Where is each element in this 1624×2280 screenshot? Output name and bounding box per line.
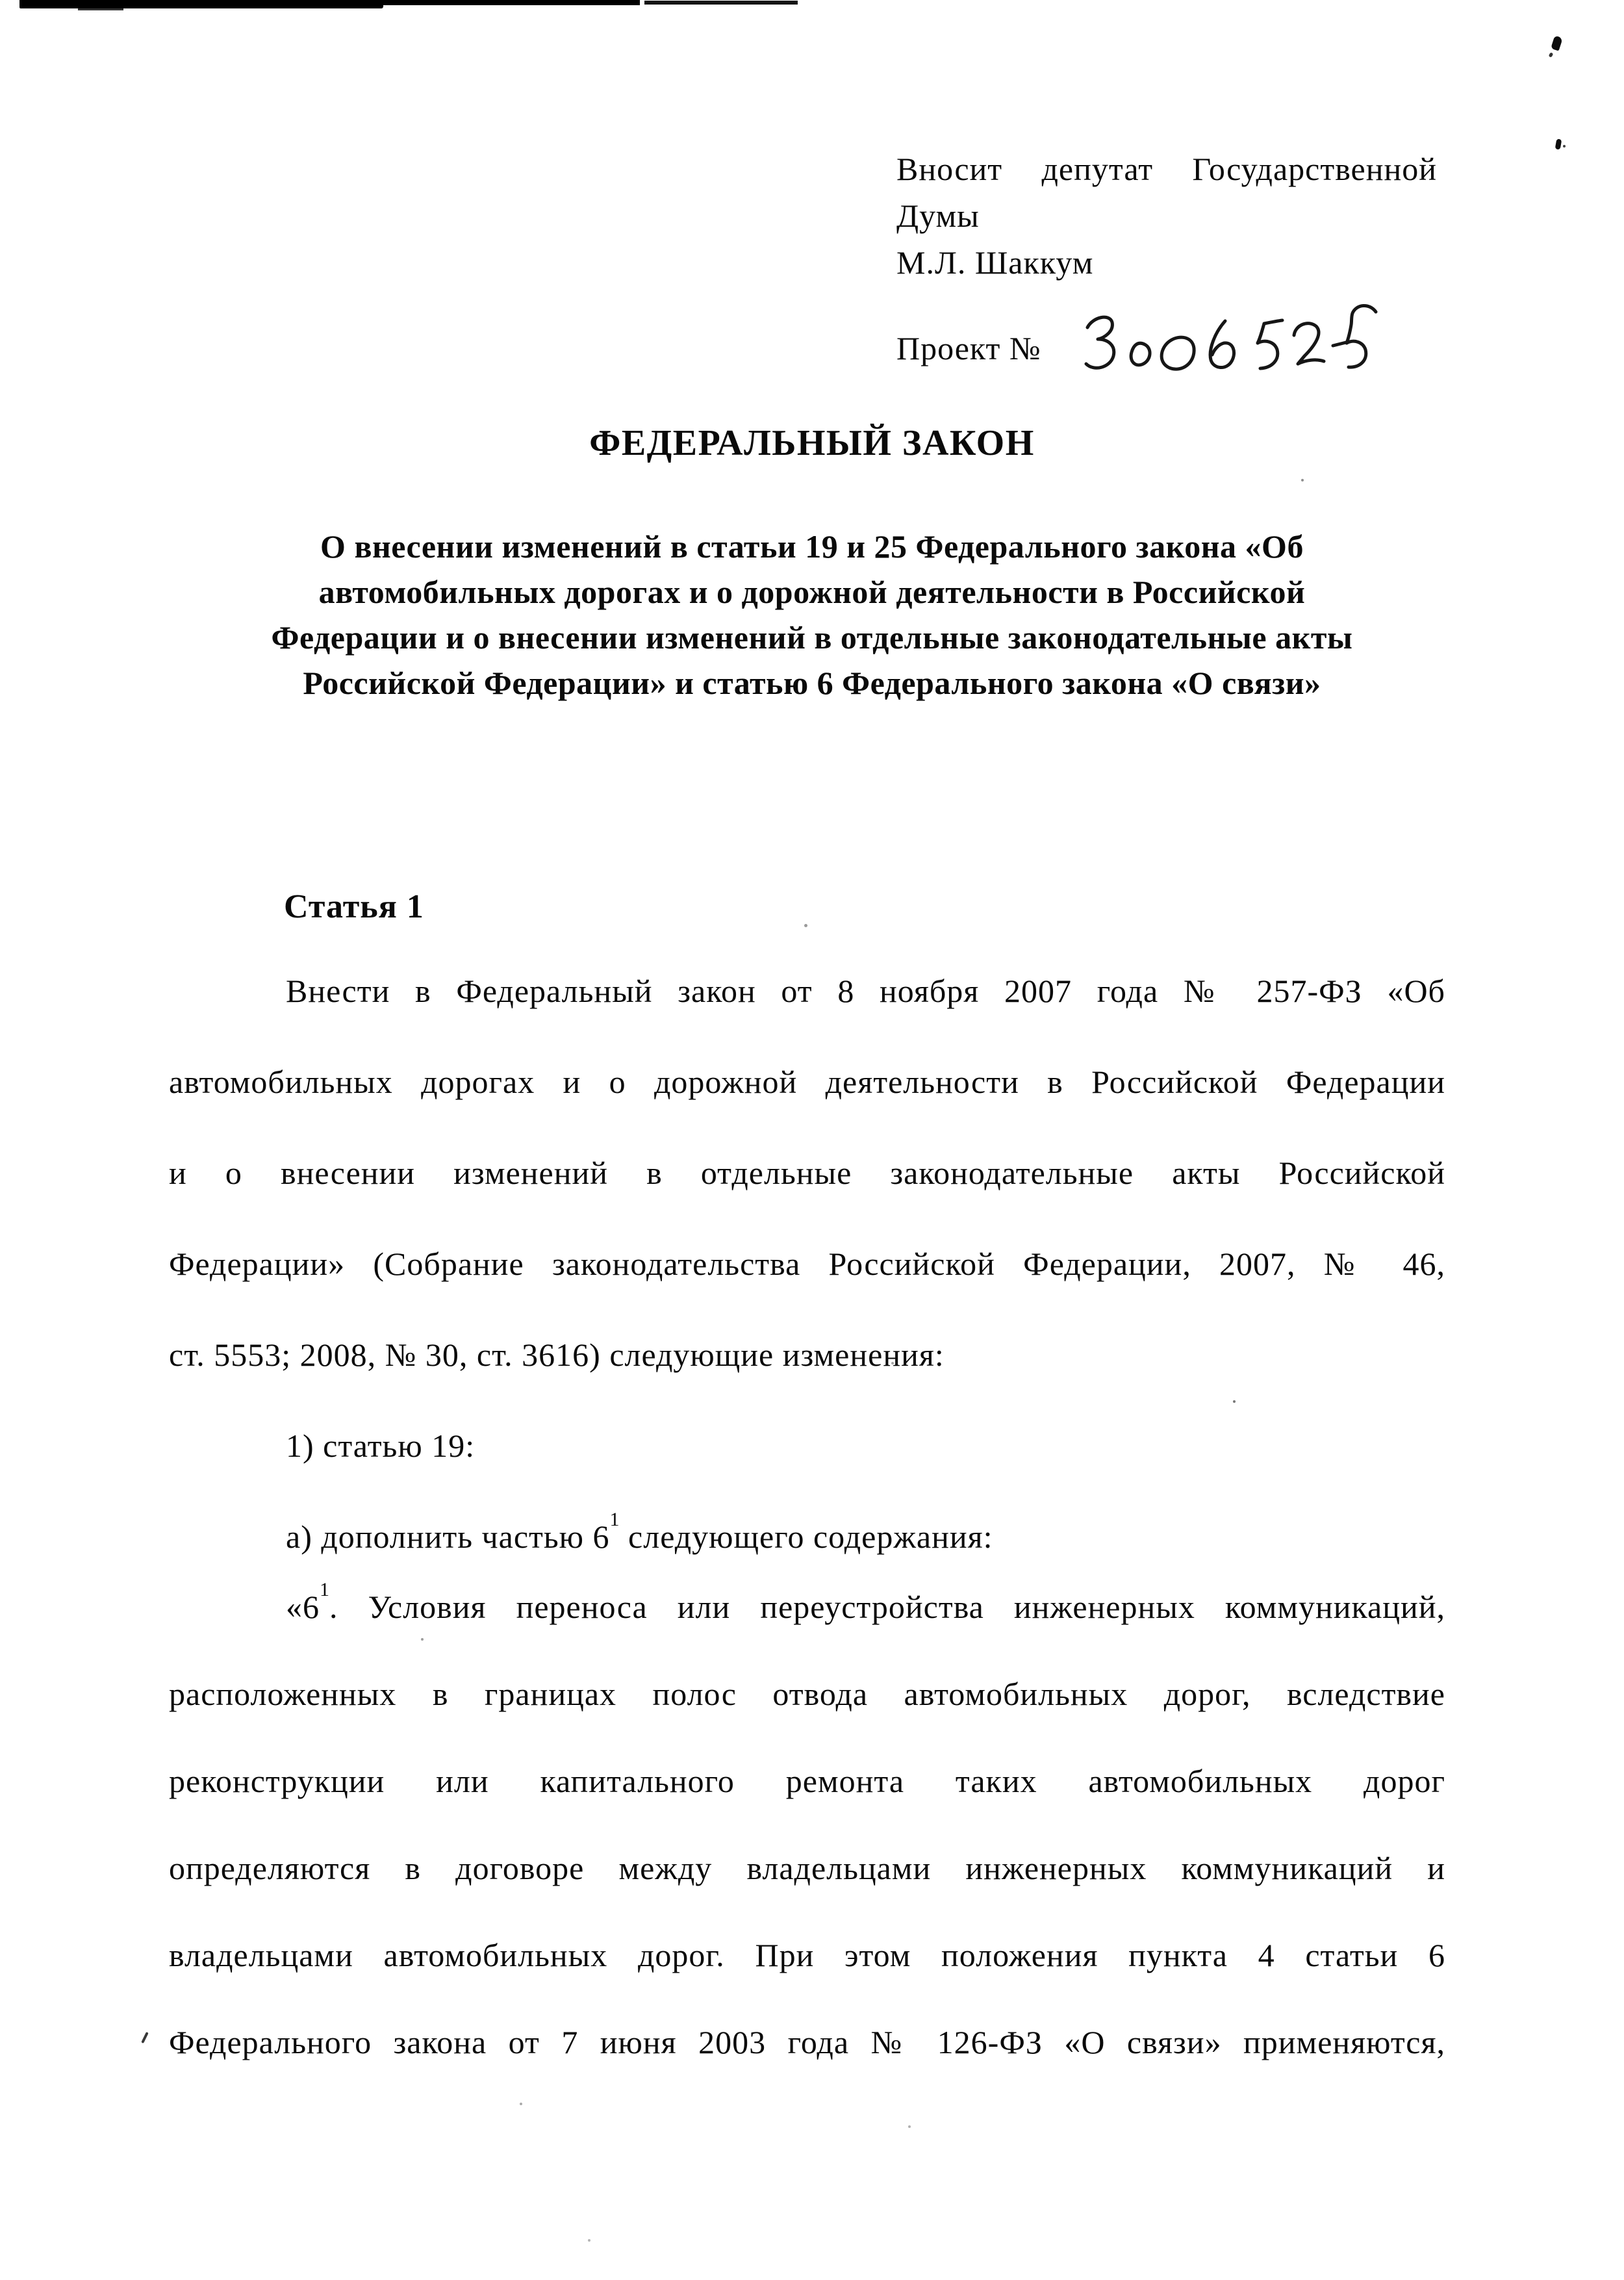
handwritten-digit-5	[1258, 324, 1278, 368]
handwritten-digit-5	[1347, 305, 1376, 367]
project-number-label: Проект №	[896, 330, 1041, 366]
handwritten-digit-0	[1131, 343, 1150, 365]
superscript-index: 1	[320, 1578, 329, 1600]
para1-line-2: автомобильных дорогах и о дорожной деятельности в Российской Федерации	[169, 1064, 1445, 1100]
scan-artifact-inkblot	[1563, 145, 1566, 147]
item-1: 1) статью 19:	[286, 1428, 476, 1464]
law-title: ФЕДЕРАЛЬНЫЙ ЗАКОН	[589, 423, 1035, 463]
part61-line-1	[169, 1578, 1445, 1675]
submitter-line-3: М.Л. Шаккум	[896, 244, 1094, 281]
law-subtitle	[166, 524, 1458, 706]
scan-artifact-inkblot	[1549, 52, 1554, 58]
scan-artifact-speck	[1301, 479, 1304, 481]
para1-line-1: Внести в Федеральный закон от 8 ноября 2007 года № 257-ФЗ «Об	[286, 973, 1445, 1009]
law-subtitle-line-2: автомобильных дорогах и о дорожной деятельности в Российской	[318, 574, 1306, 610]
submitter-block	[896, 146, 1437, 286]
submitter-line-2: Думы	[896, 198, 980, 234]
para1-line-5: ст. 5553; 2008, № 30, ст. 3616) следующие изменения:	[169, 1337, 945, 1373]
scan-artifact-band	[380, 0, 640, 5]
part61-line-6: Федерального закона от 7 июня 2003 года № 126-ФЗ «О связи» применяются,	[169, 2024, 1445, 2060]
para1-line-4: Федерации» (Собрание законодательства Российской Федерации, 2007, № 46,	[169, 1246, 1445, 1282]
part61-line-2: расположенных в границах полос отвода автомобильных дорог, вследствие	[169, 1676, 1445, 1712]
scan-artifact-band	[19, 0, 383, 8]
part61-line-3: реконструкции или капитального ремонта таких автомобильных дорог	[169, 1763, 1445, 1799]
submitter-line-1: Вносит депутат Государственной	[896, 151, 1437, 187]
scan-artifact-tick	[141, 2032, 148, 2043]
law-subtitle-line-4: Российской Федерации» и статью 6 Федерального закона «О связи»	[303, 665, 1321, 701]
scan-artifact-speck	[908, 2125, 911, 2128]
para1-line-3: и о внесении изменений в отдельные законодательные акты Российской	[169, 1155, 1445, 1191]
handwritten-digit-3	[1086, 317, 1114, 368]
part61-line-1-text: «6	[286, 1589, 320, 1625]
part61-line-5: владельцами автомобильных дорог. При этом положения пункта 4 статьи 6	[169, 1937, 1445, 1973]
superscript-index: 1	[609, 1508, 620, 1530]
handwritten-digit-5	[1264, 320, 1282, 324]
handwritten-digit-6	[1210, 321, 1234, 368]
part61-line-1-text: . Условия переноса или переустройства инженерных коммуникаций,	[329, 1589, 1445, 1625]
project-number-handwritten	[1059, 298, 1384, 385]
scan-artifact-speck	[804, 924, 807, 927]
scan-artifact-speck	[588, 2239, 590, 2242]
handwritten-digit-0	[1161, 337, 1194, 369]
part-6-1-paragraph	[169, 1578, 1445, 2110]
law-subtitle-line-3: Федерации и о внесении изменений в отдельные законодательные акты	[271, 619, 1353, 656]
article-1-paragraph-1	[169, 972, 1445, 1609]
handwritten-digit-2	[1294, 324, 1324, 364]
scan-artifact-inkblot	[1555, 138, 1562, 149]
item-1a-text: следующего содержания:	[619, 1518, 993, 1555]
item-1a-text: а) дополнить частью 6	[286, 1518, 610, 1555]
scan-artifact-band	[78, 8, 123, 10]
article-1-heading: Статья 1	[284, 888, 424, 925]
scan-artifact-band	[644, 1, 798, 5]
part61-line-4: определяются в договоре между владельцами инженерных коммуникаций и	[169, 1850, 1445, 1886]
project-number-row	[896, 329, 1041, 367]
scan-artifact-inkblot	[1551, 36, 1563, 51]
law-subtitle-line-1: О внесении изменений в статьи 19 и 25 Федерального закона «Об	[320, 528, 1304, 565]
